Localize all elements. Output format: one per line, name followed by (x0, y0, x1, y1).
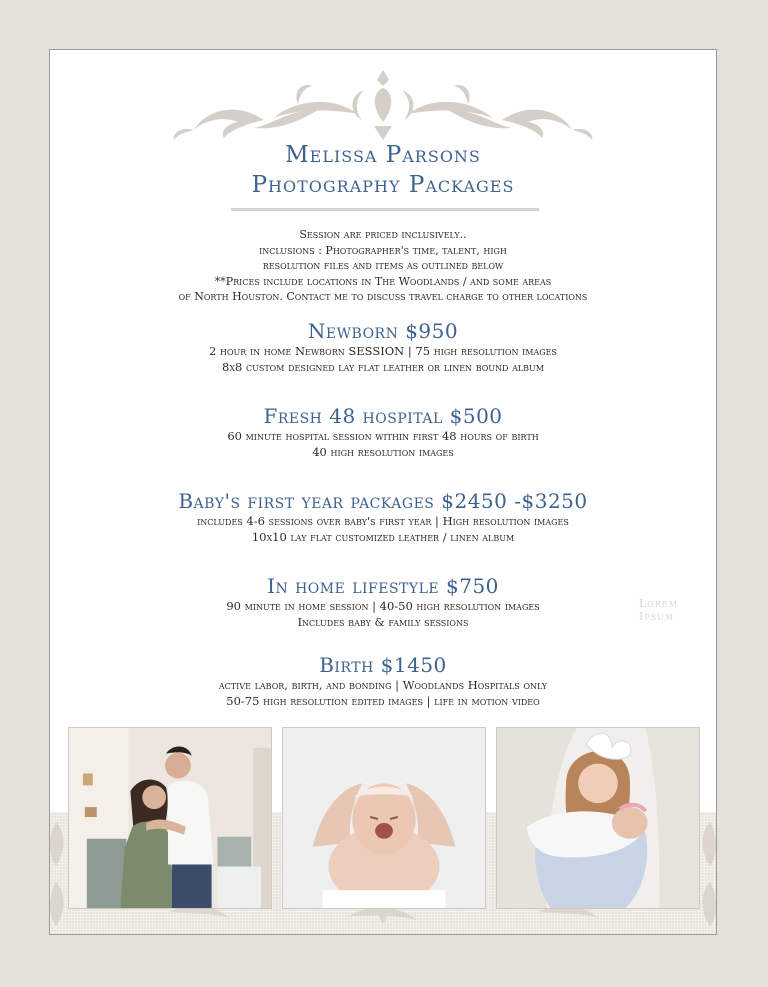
crying-newborn-photo (282, 727, 486, 909)
package-fresh48 (50, 404, 716, 460)
package-detail: active labor, birth, and bonding | Woodlands Hospitals only (218, 678, 548, 692)
flourish-ornament-icon (168, 70, 598, 142)
package-title: Birth $1450 (319, 653, 447, 677)
package-title: Fresh 48 hospital $500 (263, 404, 503, 428)
package-detail: 90 minute in home session | 40-50 high resolution images (226, 599, 540, 613)
package-title: Newborn $950 (307, 319, 459, 343)
title-divider (231, 208, 539, 211)
intro-line: resolution files and items as outlined below (262, 259, 504, 272)
package-detail: Includes baby & family sessions (297, 615, 469, 629)
package-detail: includes 4-6 sessions over baby's first year | High resolution images (197, 514, 569, 528)
page-title-line2: Photography Packages (251, 172, 515, 198)
intro-line: of North Houston. Contact me to discuss travel charge to other locations (178, 290, 588, 303)
package-title: In home lifestyle $750 (267, 574, 499, 598)
watermark-text: Lorem Ipsum (639, 597, 678, 623)
package-detail: 50-75 high resolution edited images | life in motion video (226, 694, 540, 708)
intro-line: Session are priced inclusively.. (299, 228, 467, 241)
price-sheet-card (49, 49, 717, 935)
sister-holding-baby-photo (496, 727, 700, 909)
package-title: Baby's first year packages $2450 -$3250 (178, 489, 588, 513)
package-lifestyle (50, 574, 716, 630)
package-detail: 2 hour in home Newborn SESSION | 75 high resolution images (209, 344, 557, 358)
package-first-year (50, 489, 716, 545)
couple-kissing-photo (68, 727, 272, 909)
package-detail: 10x10 lay flat customized leather / linen album (251, 530, 515, 544)
package-newborn (50, 319, 716, 375)
package-detail: 40 high resolution images (312, 445, 454, 459)
package-detail: 8x8 custom designed lay flat leather or linen bound album (222, 360, 544, 374)
intro-line: **Prices include locations in The Woodlands / and some areas (214, 274, 552, 288)
package-birth (50, 653, 716, 709)
intro-text (50, 227, 716, 305)
page-title-line1: Melissa Parsons (285, 142, 481, 168)
intro-line: inclusions : Photographer's time, talent, high (259, 243, 507, 257)
package-detail: 60 minute hospital session within first 48 hours of birth (227, 429, 539, 443)
